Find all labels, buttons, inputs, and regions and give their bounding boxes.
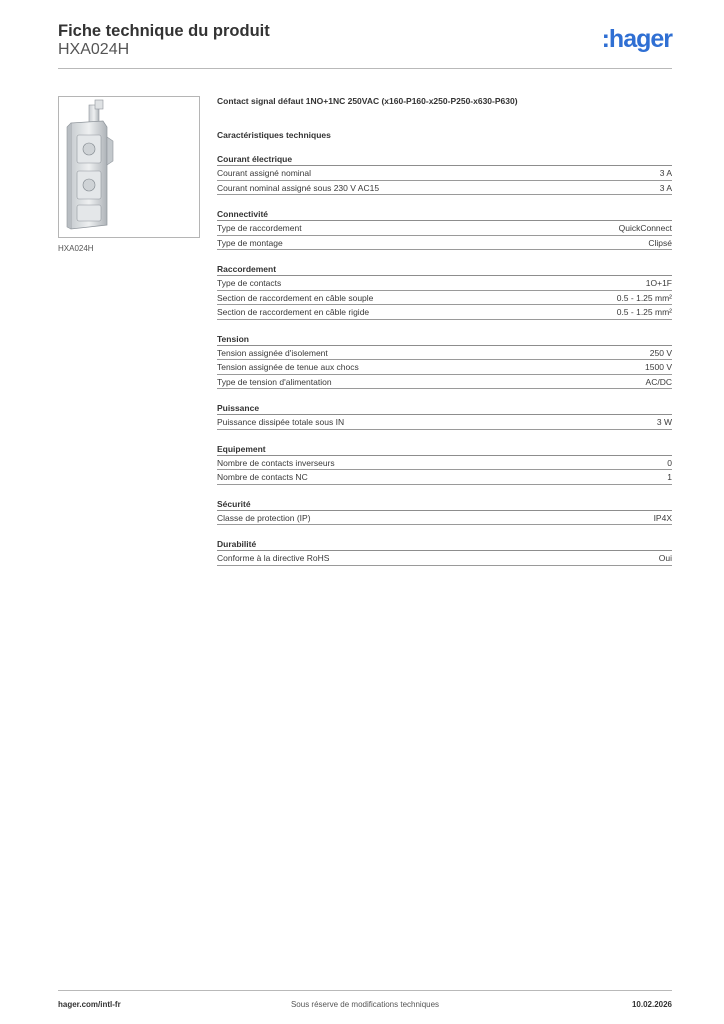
spec-label: Type de raccordement: [217, 223, 302, 233]
product-photo-icon: [59, 97, 199, 237]
spec-value: 3 A: [659, 168, 672, 178]
spec-group: [217, 152, 672, 195]
spec-row: [217, 511, 672, 526]
spec-label: Courant nominal assigné sous 230 V AC15: [217, 182, 380, 193]
spec-row: [217, 276, 672, 291]
spec-value: AC/DC: [645, 376, 672, 387]
spec-value: 1O+1F: [645, 278, 672, 288]
spec-label: Nombre de contacts NC: [217, 472, 308, 482]
spec-panel: [217, 96, 672, 566]
spec-row: [217, 166, 672, 181]
spec-value: Clipsé: [648, 237, 672, 248]
page-footer: [58, 990, 672, 1015]
spec-value: 1500 V: [645, 362, 672, 372]
spec-label: Type de tension d'alimentation: [217, 376, 332, 387]
image-caption: HXA024H: [58, 244, 94, 253]
spec-row: [217, 470, 672, 485]
spec-group-title: Sécurité: [217, 497, 672, 511]
footer-date: 10.02.2026: [631, 1000, 672, 1009]
spec-groups: [217, 152, 672, 566]
spec-group: [217, 442, 672, 485]
spec-group: [217, 497, 672, 526]
spec-label: Type de montage: [217, 237, 283, 248]
spec-group-title: Raccordement: [217, 262, 672, 276]
spec-group-title: Puissance: [217, 401, 672, 415]
spec-group-title: Connectivité: [217, 207, 672, 221]
spec-group: [217, 262, 672, 320]
spec-row: [217, 236, 672, 251]
spec-value: QuickConnect: [618, 223, 672, 233]
page-title: Fiche technique du produit: [58, 22, 270, 40]
spec-label: Section de raccordement en câble souple: [217, 292, 374, 303]
spec-value: 3 W: [656, 417, 672, 427]
footer-website: hager.com/intl-fr: [58, 1000, 121, 1009]
spec-row: [217, 291, 672, 306]
product-reference: HXA024H: [58, 41, 130, 58]
footer-notice: Sous réserve de modifications techniques: [290, 1000, 440, 1009]
spec-label: Conforme à la directive RoHS: [217, 553, 330, 563]
spec-group: [217, 401, 672, 430]
spec-label: Section de raccordement en câble rigide: [217, 307, 370, 317]
spec-value: 0.5 - 1.25 mm²: [616, 307, 672, 317]
spec-label: Tension assignée d'isolement: [217, 347, 328, 358]
spec-value: IP4X: [653, 512, 672, 523]
spec-value: Oui: [658, 553, 672, 563]
spec-row: [217, 375, 672, 390]
spec-label: Nombre de contacts inverseurs: [217, 457, 335, 468]
spec-group-title: Courant électrique: [217, 152, 672, 166]
spec-group: [217, 537, 672, 566]
spec-group-title: Durabilité: [217, 537, 672, 551]
spec-label: Type de contacts: [217, 278, 282, 288]
spec-label: Courant assigné nominal: [217, 168, 312, 178]
spec-row: [217, 551, 672, 566]
spec-value: 1: [667, 472, 672, 482]
spec-value: 250 V: [649, 347, 672, 358]
spec-row: [217, 305, 672, 320]
spec-group-title: Tension: [217, 332, 672, 346]
spec-row: [217, 221, 672, 236]
spec-row: [217, 456, 672, 471]
spec-label: Puissance dissipée totale sous IN: [217, 417, 345, 427]
hager-logo: :hager: [601, 25, 672, 53]
spec-label: Tension assignée de tenue aux chocs: [217, 362, 359, 372]
spec-group: [217, 332, 672, 390]
product-name: Contact signal défaut 1NO+1NC 250VAC (x160-P160-x250-P250-x630-P630): [217, 96, 518, 106]
spec-label: Classe de protection (IP): [217, 512, 311, 523]
spec-row: [217, 346, 672, 361]
spec-row: [217, 181, 672, 196]
spec-group: [217, 207, 672, 250]
spec-value: 3 A: [659, 182, 672, 193]
spec-row: [217, 415, 672, 430]
section-heading: Caractéristiques techniques: [217, 130, 331, 140]
product-image: [58, 96, 200, 238]
spec-row: [217, 360, 672, 375]
header-divider: [58, 68, 672, 69]
spec-value: 0: [667, 457, 672, 468]
spec-value: 0.5 - 1.25 mm²: [616, 292, 672, 303]
page-header: [58, 22, 672, 70]
spec-group-title: Equipement: [217, 442, 672, 456]
